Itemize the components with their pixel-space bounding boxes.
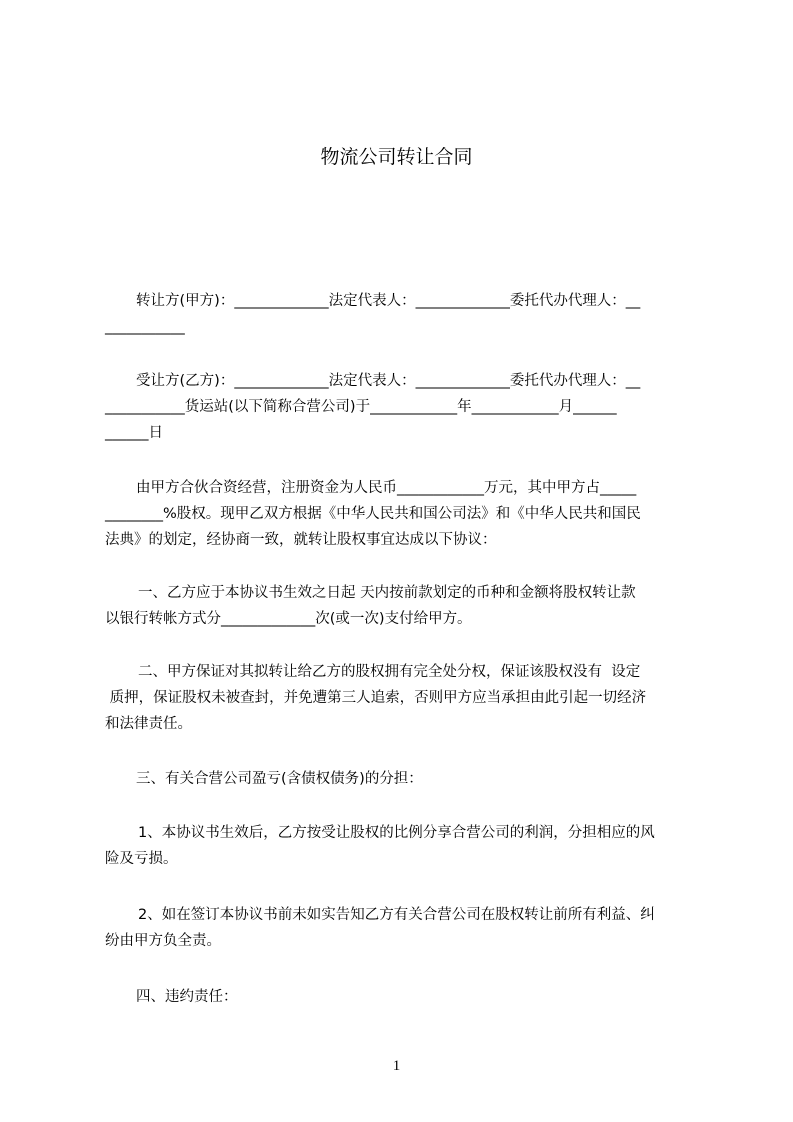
clause-3-1-paragraph (105, 820, 705, 872)
clause-3-paragraph (105, 766, 705, 792)
clause-1-paragraph (105, 580, 705, 632)
text-line: ______日 (105, 425, 163, 441)
text-line: 和法律责任。 (105, 716, 192, 732)
text-line: 一、乙方应于本协议书生效之日起 天内按前款划定的币种和金额将股权转让款 (138, 585, 636, 601)
text-line: 受让方(乙方)：_____________法定代表人：_____________委托代办代理人：__ (136, 373, 641, 389)
text-line: 纷由甲方负全责。 (105, 933, 221, 949)
text-line: 二、甲方保证对其拟转让给乙方的股权拥有完全处分权，保证该股权没有 设定 (138, 664, 641, 680)
text-line: 以银行转帐方式分_____________次(或一次)支付给甲方。 (105, 611, 472, 627)
page-number: 1 (392, 1058, 401, 1074)
background-paragraph (105, 475, 705, 553)
clause-2-paragraph (105, 659, 705, 737)
text-line: 法典》的划定，经协商一致，就转让股权事宜达成以下协议： (105, 532, 497, 548)
text-line: 由甲方合伙合资经营，注册资金为人民币____________万元，其中甲方占_____ (136, 480, 637, 496)
text-line: 转让方(甲方)：_____________法定代表人：_____________委托代办代理人：__ (136, 293, 641, 309)
clause-4-paragraph (105, 984, 705, 1010)
clause-3-2-paragraph (105, 902, 705, 954)
text-line: 1、本协议书生效后，乙方按受让股权的比例分享合营公司的利润，分担相应的风 (138, 825, 655, 841)
text-line: 2、如在签订本协议书前未如实告知乙方有关合营公司在股权转让前所有利益、纠 (138, 907, 655, 923)
text-line: 质押，保证股权未被查封，并免遭第三人追索，否则甲方应当承担由此引起一切经济 (105, 690, 647, 706)
text-line: ___________ (105, 319, 185, 335)
document-title: 物流公司转让合同 (320, 146, 473, 168)
text-line: 险及亏损。 (105, 851, 178, 867)
text-line: ________%股权。现甲乙双方根据《中华人民共和国公司法》和《中华人民共和国民 (105, 506, 641, 522)
text-line: ___________货运站(以下简称合营公司)于____________年____________月______ (105, 399, 617, 415)
text-line: 四、违约责任： (136, 989, 238, 1005)
transferee-paragraph (105, 368, 705, 446)
text-line: 三、有关合营公司盈亏(含债权债务)的分担： (136, 771, 423, 787)
transferor-paragraph (105, 288, 705, 340)
